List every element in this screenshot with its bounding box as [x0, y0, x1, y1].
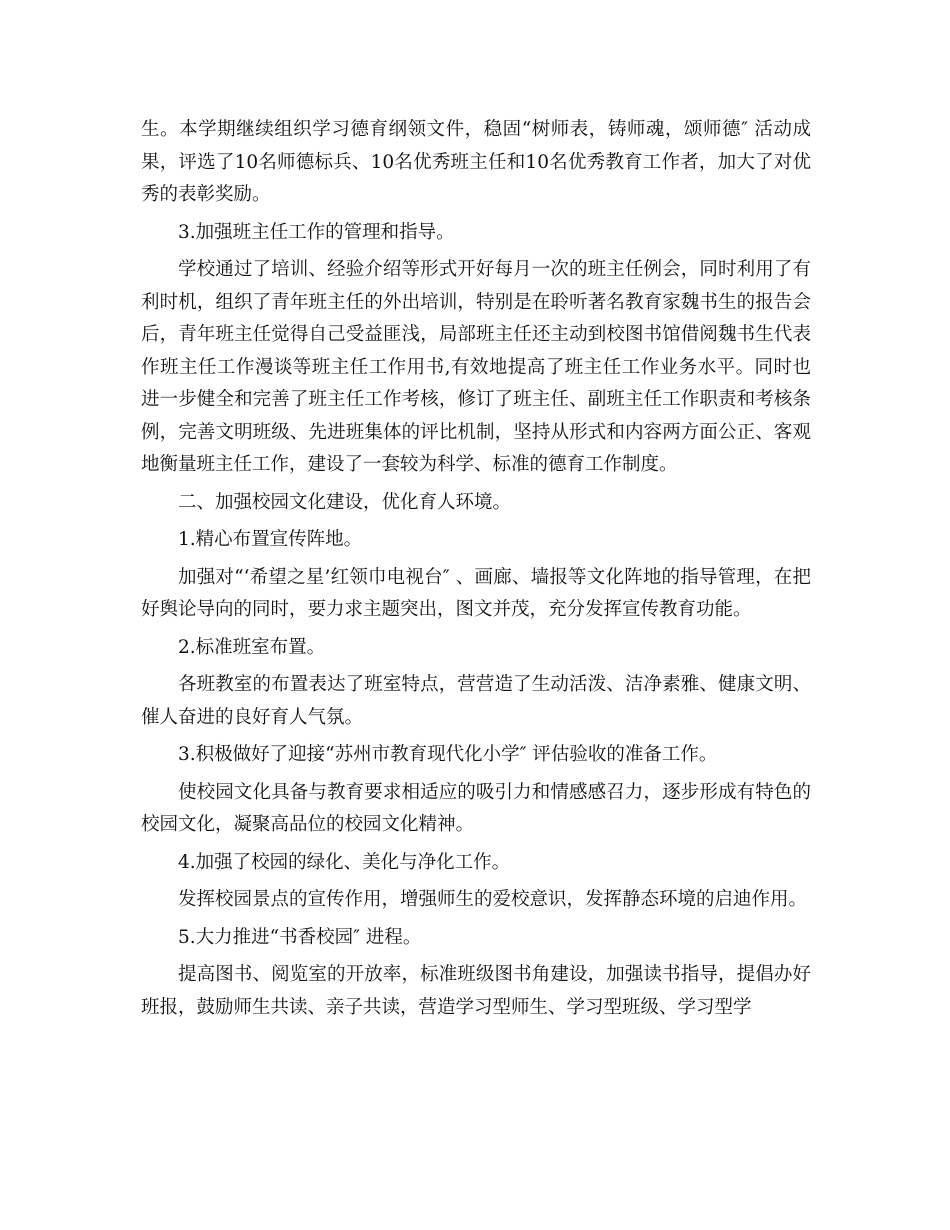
heading-item-4: 4.加强了校园的绿化、美化与净化工作。	[178, 851, 511, 873]
heading-item-5: 5.大力推进“书香校园″ 进程。	[178, 926, 422, 948]
heading-item-3-modernization: 3.积极做好了迎接“苏州市教育现代化小学″ 评估验收的准备工作。	[178, 744, 718, 765]
paragraph-class-teacher-training: 学校通过了培训、经验介绍等形式开好每月一次的班主任例会，同时利用了有利时机，组织了青年班主任的外出培训，特别是在聆听著名教育家魏书生的报告会后，青年班主任觉得自己受益匪浅，局部班主任还主动到校图书馆借阅魏书生代表作班主任工作漫谈等班主任工作用书,有效地提高了班主任工作业务水平。同时也进一步健全和完善了班主任工作考核，修订了班主任、副班主任工作职责和考核条例，完善文明班级、先进班集体的评比机制，坚持从形式和内容两方面公正、客观地衡量班主任工作，建设了一套较为科学、标准的德育工作制度。	[141, 259, 811, 475]
heading-item-3: 3.加强班主任工作的管理和指导。	[178, 221, 455, 243]
paragraph-publicity: 加强对“‘希望之星’红领巾电视台″ 、画廊、墙报等文化阵地的指导管理，在把好舆论导向的同时，要力求主题突出，图文并茂，充分发挥宣传教育功能。	[141, 566, 811, 620]
paragraph-reading: 提高图书、阅览室的开放率，标准班级图书角建设，加强读书指导，提倡办好班报，鼓励师生共读、亲子共读，营造学习型师生、学习型班级、学习型学	[141, 964, 811, 1018]
heading-item-2: 2.标准班室布置。	[178, 636, 326, 658]
paragraph-campus-scenery: 发挥校园景点的宣传作用，增强师生的爱校意识，发挥静态环境的启迪作用。	[178, 889, 808, 910]
paragraph-campus-culture: 使校园文化具备与教育要求相适应的吸引力和情感感召力，逐步形成有特色的校园文化，凝聚高品位的校园文化精神。	[141, 781, 811, 835]
paragraph-classroom-layout: 各班教室的布置表达了班室特点，营营造了生动活泼、洁净素雅、健康文明、催人奋进的良好育人气氛。	[141, 674, 811, 728]
document-body	[141, 114, 811, 1029]
section-heading-2: 二、加强校园文化建设，优化育人环境。	[178, 491, 512, 513]
paragraph-continuation: 生。本学期继续组织学习德育纲领文件，稳固“树师表，铸师魂，颂师德″ 活动成果，评选了10名师德标兵、10名优秀班主任和10名优秀教育工作者，加大了对优秀的表彰奖励。	[141, 119, 811, 205]
heading-item-1: 1.精心布置宣传阵地。	[178, 529, 363, 550]
